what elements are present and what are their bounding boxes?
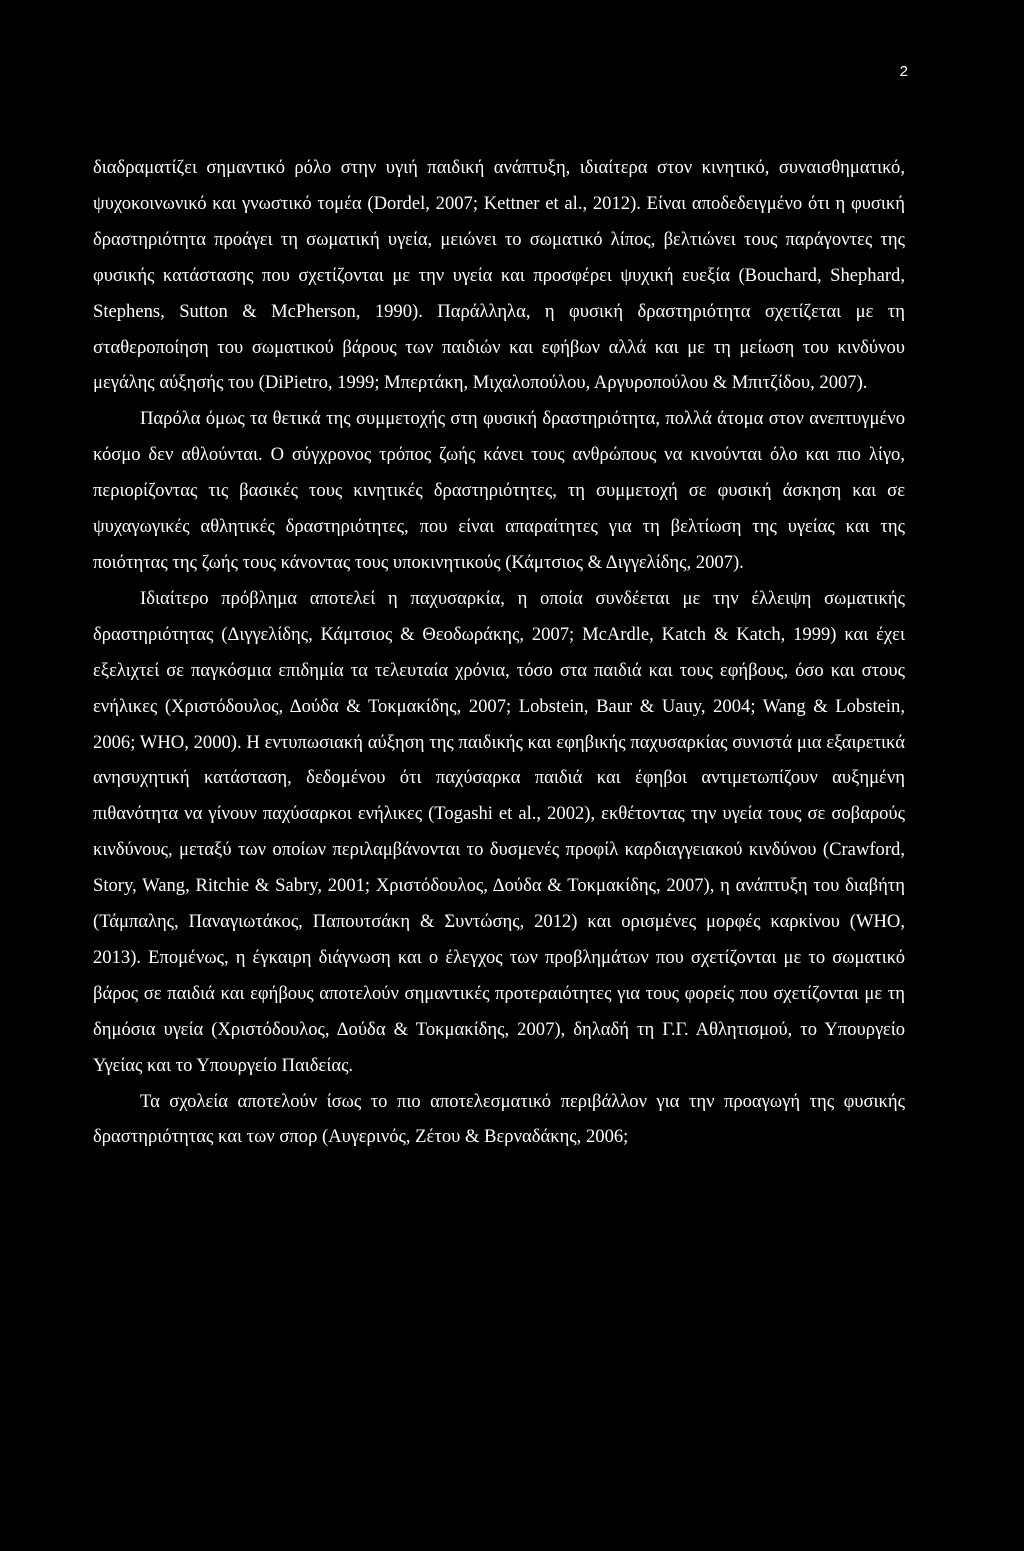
page-number: 2 [899,63,908,80]
paragraph: Τα σχολεία αποτελούν ίσως το πιο αποτελεσματικό περιβάλλον για την προαγωγή της φυσικής δραστηριότητας και των σπορ (Αυγερινός, Ζέτου & Βερναδάκης, 2006; [93,1090,905,1148]
paragraph: Παρόλα όμως τα θετικά της συμμετοχής στη φυσική δραστηριότητα, πολλά άτομα στον ανεπτυγμένο κόσμο δεν αθλούνται. Ο σύγχρονος τρόπος ζωής κάνει τους ανθρώπους να κινούνται όλο και πιο λίγο, περιορίζοντας τις βασικές τους κινητικές δραστηριότητες, τη συμμετοχή σε φυσική άσκηση και σε ψυχαγωγικές αθλητικές δραστηριότητες, που είναι απαραίτητες για τη βελτίωση της υγείας και της ποιότητας της ζωής τους κάνοντας τους υποκινητικούς (Κάμτσιος & Διγγελίδης, 2007). [93,408,905,573]
paragraph-continuation: διαδραματίζει σημαντικό ρόλο στην υγιή παιδική ανάπτυξη, ιδιαίτερα στον κινητικό, συναισθηματικό, ψυχοκοινωνικό και γνωστικό τομέα (Dordel, 2007; Kettner et al., 2012). Είναι αποδεδειγμένο ότι η φυσική δραστηριότητα προάγει τη σωματική υγεία, μειώνει το σωματικό λίπος, βελτιώνει τους παράγοντες της φυσικής κατάστασης που σχετίζονται με την υγεία και προσφέρει ψυχική ευεξία (Bouchard, Shephard, Stephens, Sutton & McPherson, 1990). Παράλληλα, η φυσική δραστηριότητα σχετίζεται με τη σταθεροποίηση του σωματικού βάρους των παιδιών και εφήβων αλλά και με τη μείωση του κινδύνου μεγάλης αύξησής του (DiPietro, 1999; Μπερτάκη, Μιχαλοπούλου, Αργυροπούλου & Μπιτζίδου, 2007). [93,157,905,394]
document-body [93,150,905,1155]
paragraph: Ιδιαίτερο πρόβλημα αποτελεί η παχυσαρκία, η οποία συνδέεται με την έλλειψη σωματικής δραστηριότητας (Διγγελίδης, Κάμτσιος & Θεοδωράκης, 2007; McArdle, Katch & Katch, 1999) και έχει εξελιχτεί σε παγκόσμια επιδημία τα τελευταία χρόνια, τόσο στα παιδιά και τους εφήβους, όσο και στους ενήλικες (Χριστόδουλος, Δούδα & Τοκμακίδης, 2007; Lobstein, Baur & Uauy, 2004; Wang & Lobstein, 2006; WHO, 2000). Η εντυπωσιακή αύξηση της παιδικής και εφηβικής παχυσαρκίας συνιστά μια εξαιρετικά ανησυχητική κατάσταση, δεδομένου ότι παχύσαρκα παιδιά και έφηβοι αντιμετωπίζουν αυξημένη πιθανότητα να γίνουν παχύσαρκοι ενήλικες (Togashi et al., 2002), εκθέτοντας την υγεία τους σε σοβαρούς κινδύνους, μεταξύ των οποίων περιλαμβάνονται το δυσμενές προφίλ καρδιαγγειακού κινδύνου (Crawford, Story, Wang, Ritchie & Sabry, 2001; Χριστόδουλος, Δούδα & Τοκμακίδης, 2007), η ανάπτυξη του διαβήτη (Τάμπαλης, Παναγιωτάκος, Παπουτσάκη & Συντώσης, 2012) και ορισμένες μορφές καρκίνου (WHO, 2013). Επομένως, η έγκαιρη διάγνωση και ο έλεγχος των προβλημάτων που σχετίζονται με το σωματικό βάρος σε παιδιά και εφήβους αποτελούν σημαντικές προτεραιότητες για τους φορείς που σχετίζονται με τη δημόσια υγεία (Χριστόδουλος, Δούδα & Τοκμακίδης, 2007), δηλαδή τη Γ.Γ. Αθλητισμού, το Υπουργείο Υγείας και το Υπουργείο Παιδείας. [93,587,905,1076]
